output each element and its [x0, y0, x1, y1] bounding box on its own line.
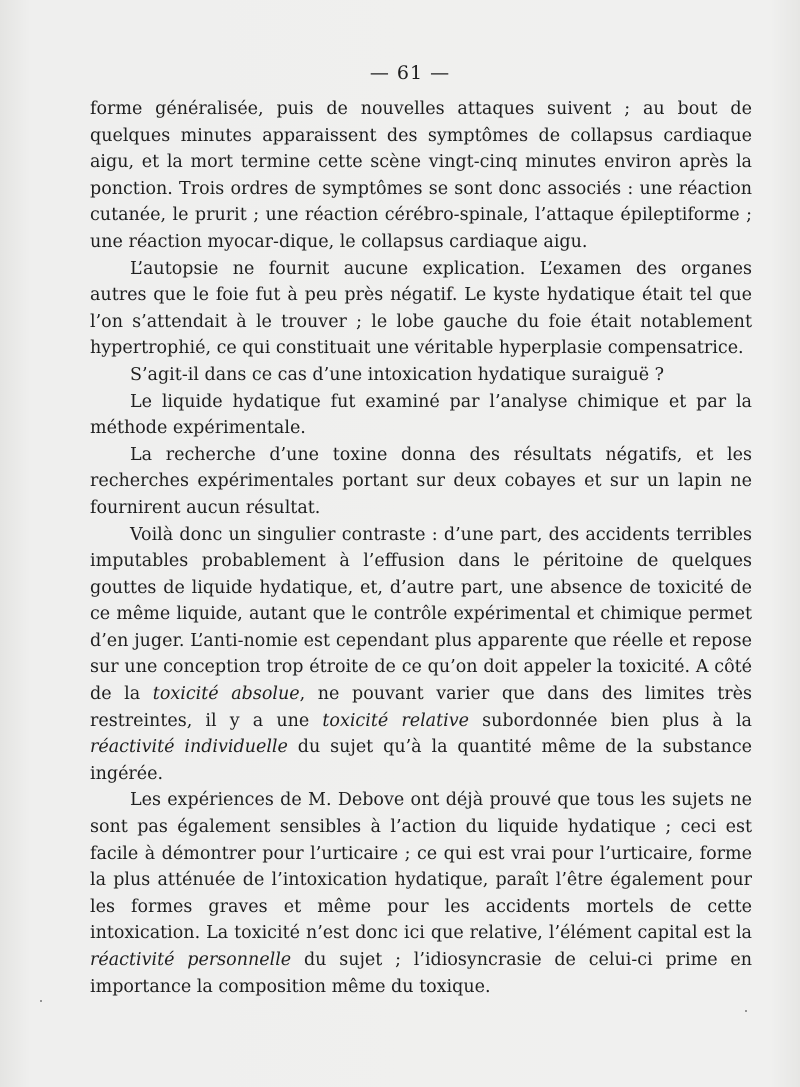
- page-number: — 61 —: [369, 62, 451, 84]
- paragraph: [90, 256, 752, 362]
- text-segment: du sujet qu’à la quantité même de la substance ingérée.: [90, 737, 752, 784]
- paragraph: [90, 442, 752, 522]
- paragraph: [90, 522, 752, 788]
- paragraph: [90, 389, 752, 442]
- text-segment: La recherche d’une toxine donna des résultats négatifs, et les recherches expérimentales portant sur deux cobayes et sur un lapin ne fournirent aucun résultat.: [90, 444, 752, 518]
- body-text: [90, 96, 752, 1000]
- scan-speck: [40, 1000, 42, 1002]
- text-segment: Voilà donc un singulier contraste : d’une part, des accidents terribles imputables probablement à l’effusion dans le péritoine de quelques gouttes de liquide hydatique, et, d’autre part, une absence de toxicité de ce même liquide, autant que le contrôle expérimental et chimique permet d’en juger. L’anti-nomie est cependant plus apparente que réelle et repose sur une conception trop étroite de ce qu’on doit appeler la toxicité. A côté de la: [90, 524, 752, 705]
- text-segment: Les expériences de M. Debove ont déjà prouvé que tous les sujets ne sont pas également sensibles à l’action du liquide hydatique ; ceci est facile à démontrer pour l’urticaire ; ce qui est vrai pour l’urticaire, forme la plus atténuée de l’intoxication hydatique, paraît l’être également pour les formes graves et même pour les accidents mortels de cette intoxication. La toxicité n’est donc ici que relative, l’élément capital est la: [90, 790, 752, 944]
- text-segment: , ne pouvant varier que dans des limites très restreintes, il y a une: [90, 684, 753, 731]
- paragraph: [90, 787, 752, 1000]
- italic-term: réactivité personnelle: [90, 950, 292, 970]
- italic-term: réactivité individuelle: [90, 737, 288, 758]
- paragraph: [90, 362, 752, 389]
- text-segment: du sujet ; l’idiosyncrasie de celui-ci prime en importance la composition même du toxique.: [90, 950, 752, 997]
- text-segment: Le liquide hydatique fut examiné par l’analyse chimique et par la méthode expérimentale.: [90, 391, 752, 439]
- text-segment: L’autopsie ne fournit aucune explication. L’examen des organes autres que le foie fut à peu près négatif. Le kyste hydatique était tel que l’on s’attendait à le trouver ; le lobe gauche du foie était notablement hypertrophié, ce qui constituait une véritable hyperplasie compensatrice.: [90, 258, 752, 359]
- italic-term: toxicité absolue: [152, 684, 300, 705]
- paragraph: [90, 96, 752, 256]
- text-segment: subordonnée bien plus à la: [468, 710, 752, 731]
- text-segment: S’agit-il dans ce cas d’une intoxication hydatique suraiguë ?: [130, 364, 665, 385]
- text-segment: forme généralisée, puis de nouvelles attaques suivent ; au bout de quelques minutes apparaissent des symptômes de collapsus cardiaque aigu, et la mort termine cette scène vingt-cinq minutes environ après la ponction. Trois ordres de symptômes se sont donc associés : une réaction cutanée, le prurit ; une réaction cérébro-spinale, l’attaque épileptiforme ; une réaction myocar-dique, le collapsus cardiaque aigu.: [90, 99, 752, 252]
- italic-term: toxicité relative: [322, 710, 469, 731]
- scan-speck: [745, 1010, 747, 1012]
